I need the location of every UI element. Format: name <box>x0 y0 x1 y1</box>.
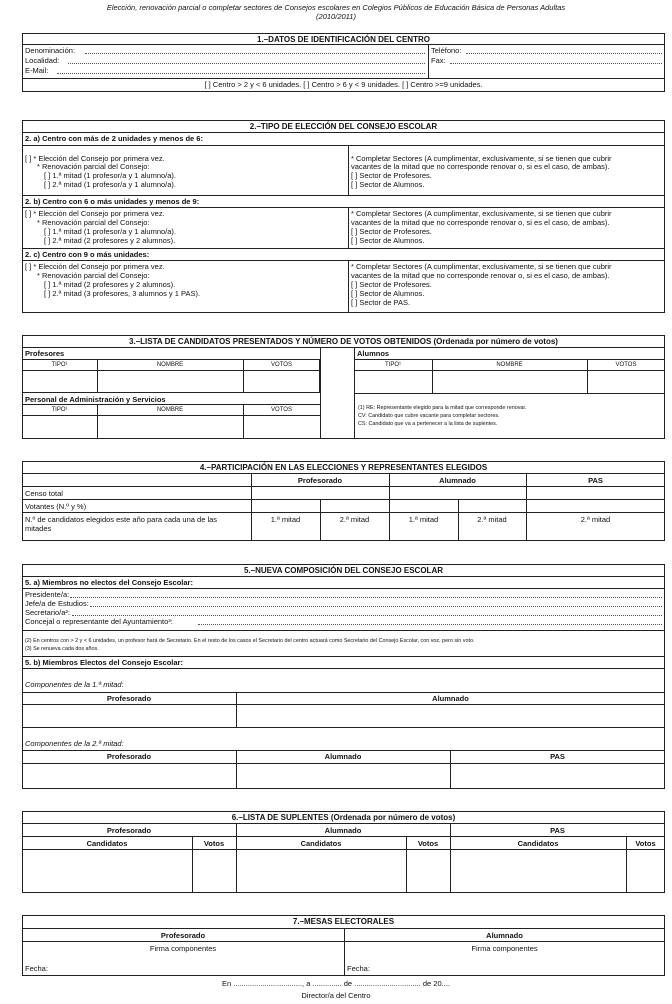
tipo-note-cv: CV: Candidato que cubre vacante para completar sectores. <box>358 413 500 419</box>
2c-mitad-1[interactable]: [ ] 1.ª mitad (2 profesores y 2 alumnos). <box>44 280 176 289</box>
alumnos-col-votos: VOTOS <box>615 362 637 368</box>
2a-eleccion[interactable]: [ ] * Elección del Consejo por primera vez. <box>25 154 165 163</box>
s7-prof-fecha: Fecha: <box>25 964 48 973</box>
denominacion-label: Denominación: <box>25 46 76 55</box>
jefe-estudios-field[interactable] <box>90 606 662 607</box>
componentes-2-mitad: Componentes de la 2.ª mitad: <box>25 739 124 748</box>
s7-alum-fecha: Fecha: <box>347 964 370 973</box>
footer-lugar-fecha[interactable]: En ................................., a .............. de ................................ de 20.... <box>222 979 450 988</box>
localidad-field[interactable] <box>68 63 425 64</box>
document-title: Elección, renovación parcial o completar sectores de Consejos escolares en Colegios Públicos de Educación Básica de Personas Adultas <box>106 3 566 12</box>
concejal-label: Concejal o representante del Ayuntamiento³: <box>25 617 173 626</box>
2c-sector-profesores[interactable]: [ ] Sector de Profesores. <box>351 280 432 289</box>
pas-col-nombre: NOMBRE <box>156 407 184 413</box>
fax-label: Fax: <box>431 56 446 65</box>
2a-sector-alumnos[interactable]: [ ] Sector de Alumnos. <box>351 180 425 189</box>
section-4-title: 4.–PARTICIPACIÓN EN LAS ELECCIONES Y REPRESENTANTES ELEGIDOS <box>199 463 488 472</box>
2a-sector-profesores[interactable]: [ ] Sector de Profesores. <box>351 171 432 180</box>
centro-unidades-options[interactable]: [ ] Centro > 2 y < 6 unidades. [ ] Centro > 6 y < 9 unidades. [ ] Centro >=9 unidades. <box>204 80 483 89</box>
2b-sector-alumnos[interactable]: [ ] Sector de Alumnos. <box>351 236 425 245</box>
note-ayuntamiento: (3) Se renueva cada dos años. <box>25 646 99 652</box>
denominacion-field[interactable] <box>85 53 425 54</box>
pas-col-votos: VOTOS <box>271 407 292 413</box>
2c-mitad-2[interactable]: [ ] 2.ª mitad (3 profesores, 3 alumnos y 1 PAS). <box>44 289 201 298</box>
s4-col-profesorado: Profesorado <box>297 476 343 485</box>
alum-mitad-2: 2.ª mitad <box>477 515 507 524</box>
m2-col-alumnado: Alumnado <box>324 752 362 761</box>
2a-renovacion: * Renovación parcial del Consejo: <box>37 162 150 171</box>
2c-sector-pas[interactable]: [ ] Sector de PAS. <box>351 298 411 307</box>
s4-col-pas: PAS <box>588 476 603 485</box>
s7-col-profesorado: Profesorado <box>160 931 206 940</box>
tipo-note-re: (1) RE: Representante elegido para la mitad que corresponde renovar. <box>358 405 527 411</box>
s6-pas-votos: Votos <box>635 839 656 848</box>
section-5b-heading: 5. b) Miembros Electos del Consejo Escolar: <box>25 658 183 667</box>
votantes-label: Votantes (N.º y %) <box>25 502 87 511</box>
2b-eleccion[interactable]: [ ] * Elección del Consejo por primera vez. <box>25 209 165 218</box>
section-5a-heading: 5. a) Miembros no electos del Consejo Escolar: <box>25 578 193 587</box>
presidente-label: Presidente/a: <box>25 590 70 599</box>
2b-mitad-1[interactable]: [ ] 1.ª mitad (1 profesor/a y 1 alumno/a). <box>44 227 177 236</box>
s6-alum-candidatos: Candidatos <box>300 839 342 848</box>
2a-completar-2: vacantes de la mitad que no corresponde renovar o, si es el caso, de ambas). <box>351 162 610 171</box>
s6-pas-candidatos: Candidatos <box>517 839 559 848</box>
alum-mitad-1: 1.ª mitad <box>408 515 439 524</box>
candidatos-label-1: N.º de candidatos elegidos este año para cada una de las <box>25 515 218 524</box>
s6-col-pas: PAS <box>550 826 565 835</box>
s4-col-alumnado: Alumnado <box>439 476 476 485</box>
alumnos-heading: Alumnos <box>357 349 390 358</box>
2c-completar-2: vacantes de la mitad que no corresponde renovar o, si es el caso, de ambas). <box>351 271 610 280</box>
2c-sector-alumnos[interactable]: [ ] Sector de Alumnos. <box>351 289 425 298</box>
tipo-note-cs: CS: Candidato que va a pertenecer a la lista de suplentes. <box>358 421 498 427</box>
profesores-col-nombre: NOMBRE <box>156 362 184 368</box>
2a-completar-1: * Completar Sectores (A cumplimentar, exclusivamente, si se tienen que cubrir <box>351 154 612 163</box>
2b-mitad-2[interactable]: [ ] 2.ª mitad (2 profesores y 2 alumnos). <box>44 236 176 245</box>
s7-col-alumnado: Alumnado <box>486 931 523 940</box>
pas-heading: Personal de Administración y Servicios <box>25 395 166 404</box>
telefono-field[interactable] <box>466 53 662 54</box>
jefe-estudios-label: Jefe/a de Estudios: <box>25 599 89 608</box>
email-field[interactable] <box>57 73 425 74</box>
s6-col-alumnado: Alumnado <box>324 826 362 835</box>
s6-col-profesorado: Profesorado <box>106 826 152 835</box>
2b-completar-2: vacantes de la mitad que no corresponde renovar o, si es el caso, de ambas). <box>351 218 610 227</box>
2a-mitad-2[interactable]: [ ] 2.ª mitad (1 profesor/a y 1 alumno/a). <box>44 180 177 189</box>
componentes-1-mitad: Componentes de la 1.ª mitad: <box>25 680 124 689</box>
alumnos-col-tipo: TIPO¹ <box>385 362 401 368</box>
localidad-label: Localidad: <box>25 56 60 65</box>
profesores-heading: Profesores <box>25 349 65 358</box>
s7-alum-firma: Firma componentes <box>471 944 538 953</box>
secretario-label: Secretario/a²: <box>25 608 71 617</box>
m1-col-alumnado: Alumnado <box>432 694 469 703</box>
profesores-col-votos: VOTOS <box>271 362 292 368</box>
note-secretario: (2) En centros con > 2 y < 6 unidades, un profesor hará de Secretario. En el resto de los casos el Secretario del centro actuará como Secretario del Consejo Escolar, con voz, pero sin voto. <box>25 638 475 644</box>
document-year: (2010/2011) <box>316 12 356 21</box>
s6-alum-votos: Votos <box>417 839 439 848</box>
section-2-title: 2.–TIPO DE ELECCIÓN DEL CONSEJO ESCOLAR <box>249 122 438 131</box>
2c-renovacion: * Renovación parcial del Consejo: <box>37 271 150 280</box>
m2-col-pas: PAS <box>550 752 565 761</box>
section-1-title: 1.–DATOS DE IDENTIFICACIÓN DEL CENTRO <box>257 35 430 44</box>
section-5-title: 5.–NUEVA COMPOSICIÓN DEL CONSEJO ESCOLAR <box>244 566 443 575</box>
pas-mitad-2: 2.ª mitad <box>580 515 611 524</box>
2c-eleccion[interactable]: [ ] * Elección del Consejo por primera vez. <box>25 262 165 271</box>
s7-prof-firma: Firma componentes <box>149 944 217 953</box>
profesores-col-tipo: TIPO¹ <box>51 362 68 368</box>
prof-mitad-1: 1.ª mitad <box>270 515 301 524</box>
pas-col-tipo: TIPO¹ <box>51 407 68 413</box>
alumnos-col-nombre: NOMBRE <box>496 362 523 368</box>
censo-total-label: Censo total <box>25 489 63 498</box>
prof-mitad-2: 2.ª mitad <box>339 515 370 524</box>
email-label: E-Mail: <box>25 66 49 75</box>
section-6-title: 6.–LISTA DE SUPLENTES (Ordenada por número de votos) <box>231 813 456 822</box>
2a-mitad-1[interactable]: [ ] 1.ª mitad (1 profesor/a y 1 alumno/a). <box>44 171 177 180</box>
2c-completar-1: * Completar Sectores (A cumplimentar, exclusivamente, si se tienen que cubrir <box>351 262 612 271</box>
telefono-label: Teléfono: <box>431 46 462 55</box>
section-2c-heading: 2. c) Centro con 9 o más unidades: <box>25 250 150 259</box>
2b-completar-1: * Completar Sectores (A cumplimentar, exclusivamente, si se tienen que cubrir <box>351 209 612 218</box>
presidente-field[interactable] <box>70 597 662 598</box>
section-3-title: 3.–LISTA DE CANDIDATOS PRESENTADOS Y NÚMERO DE VOTOS OBTENIDOS (Ordenada por número de votos) <box>129 337 558 346</box>
s6-prof-votos: Votos <box>203 839 225 848</box>
concejal-field[interactable] <box>198 624 662 625</box>
footer-director: Director/a del Centro <box>301 991 371 1000</box>
secretario-field[interactable] <box>72 615 662 616</box>
s6-prof-candidatos: Candidatos <box>86 839 128 848</box>
section-7-title: 7.–MESAS ELECTORALES <box>292 917 395 926</box>
section-2a-heading: 2. a) Centro con más de 2 unidades y menos de 6: <box>25 134 203 143</box>
section-2b-heading: 2. b) Centro con 6 o más unidades y menos de 9: <box>25 197 200 206</box>
m1-col-profesorado: Profesorado <box>106 694 152 703</box>
m2-col-profesorado: Profesorado <box>106 752 152 761</box>
fax-field[interactable] <box>450 63 662 64</box>
candidatos-label-2: mitades <box>25 524 52 533</box>
2b-renovacion: * Renovación parcial del Consejo: <box>37 218 150 227</box>
2b-sector-profesores[interactable]: [ ] Sector de Profesores. <box>351 227 432 236</box>
